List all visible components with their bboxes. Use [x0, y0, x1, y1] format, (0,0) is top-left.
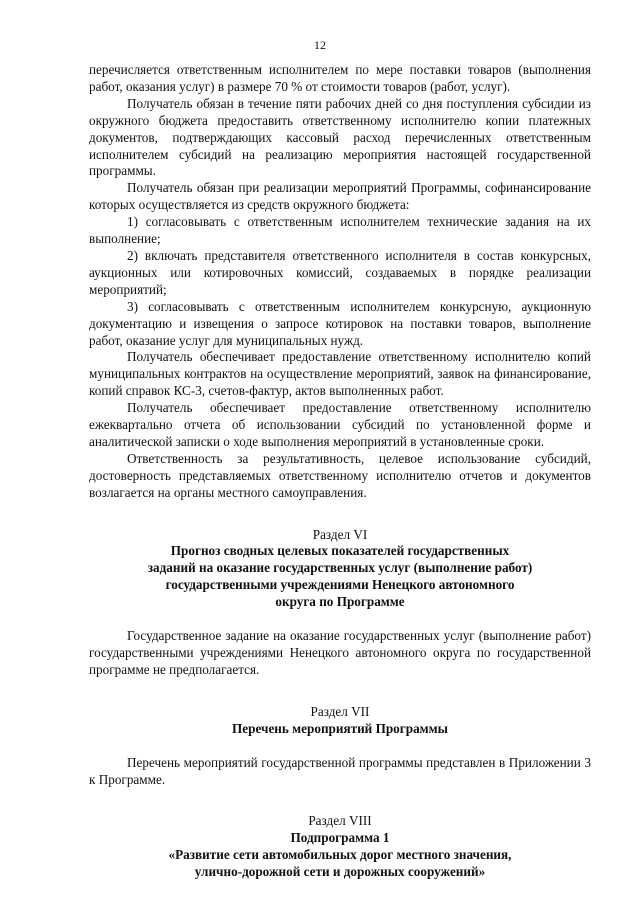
section-label: Раздел VII [310, 703, 370, 719]
paragraph: Получатель обязан при реализации мероприятий Программы, софинансирование которых осуществляется из средств окружного бюджета: [89, 180, 591, 213]
paragraph: Получатель обязан в течение пяти рабочих дней со дня поступления субсидии из окружного бюджета предоставить ответственному исполнителю копии платежных документов, подтверждающих кассовый расход перечисленных ответственным исполнителем субсидий на реализацию мероприятия настоящей государственной программы. [89, 95, 591, 179]
paragraph: перечисляется ответственным исполнителем по мере поставки товаров (выполнения работ, оказания услуг) в размере 70 % от стоимости товаров (работ, услуг). [89, 62, 591, 94]
top-paragraphs [89, 62, 591, 502]
paragraph: 3) согласовывать с ответственным исполнителем конкурсную, аукционную документацию и извещения о запросе котировок на поставки товаров, выполнение работ, оказание услуг для муниципальных нужд. [89, 298, 591, 348]
paragraph: Получатель обеспечивает предоставление ответственному исполнителю копий муниципальных контрактов на осуществление мероприятий, заявок на финансирование, копий справок КС-3, счетов-фактур, актов выполненных работ. [89, 349, 591, 399]
paragraph: 1) согласовывать с ответственным исполнителем технические задания на их выполнение; [89, 214, 591, 247]
section-body: Государственное задание на оказание государственных услуг (выполнение работ) государственными учреждениями Ненецкого автономного округа по государственной программе не предполагается. [89, 628, 591, 677]
section-6 [89, 527, 591, 679]
section-title-line: округа по Программе [275, 594, 405, 610]
section-title-line: государственными учреждениями Ненецкого автономного [165, 577, 515, 593]
page-number: 12 [314, 38, 326, 52]
section-title-line: заданий на оказание государственных услуг (выполнение работ) [147, 560, 533, 576]
section-title-line: Подпрограмма 1 [290, 830, 390, 846]
paragraph: 2) включать представителя ответственного исполнителя в состав конкурсных, аукционных или котировочных комиссий, создаваемых в порядке реализации мероприятий; [89, 247, 591, 297]
section-label: Раздел VI [312, 526, 368, 542]
section-8 [89, 813, 591, 881]
section-label: Раздел VIII [308, 813, 372, 829]
section-title-line: Прогноз сводных целевых показателей государственных [170, 543, 510, 559]
section-body: Перечень мероприятий государственной программы представлен в Приложении 3 к Программе. [89, 754, 591, 787]
document-body [89, 62, 591, 881]
section-title-line: «Развитие сети автомобильных дорог местного значения, [168, 847, 512, 863]
paragraph: Ответственность за результативность, целевое использование субсидий, достоверность представляемых ответственному исполнителю отчетов и документов возлагается на органы местного самоуправления. [89, 450, 591, 500]
paragraph: Получатель обеспечивает предоставление ответственному исполнителю ежеквартально отчета об использовании субсидий по установленной форме и аналитической записки о ходе выполнения мероприятий в установленные сроки. [89, 400, 591, 449]
section-title-line: Перечень мероприятий Программы [232, 720, 448, 736]
section-7 [89, 704, 591, 789]
section-title-line: улично-дорожной сети и дорожных сооружений» [194, 864, 486, 880]
